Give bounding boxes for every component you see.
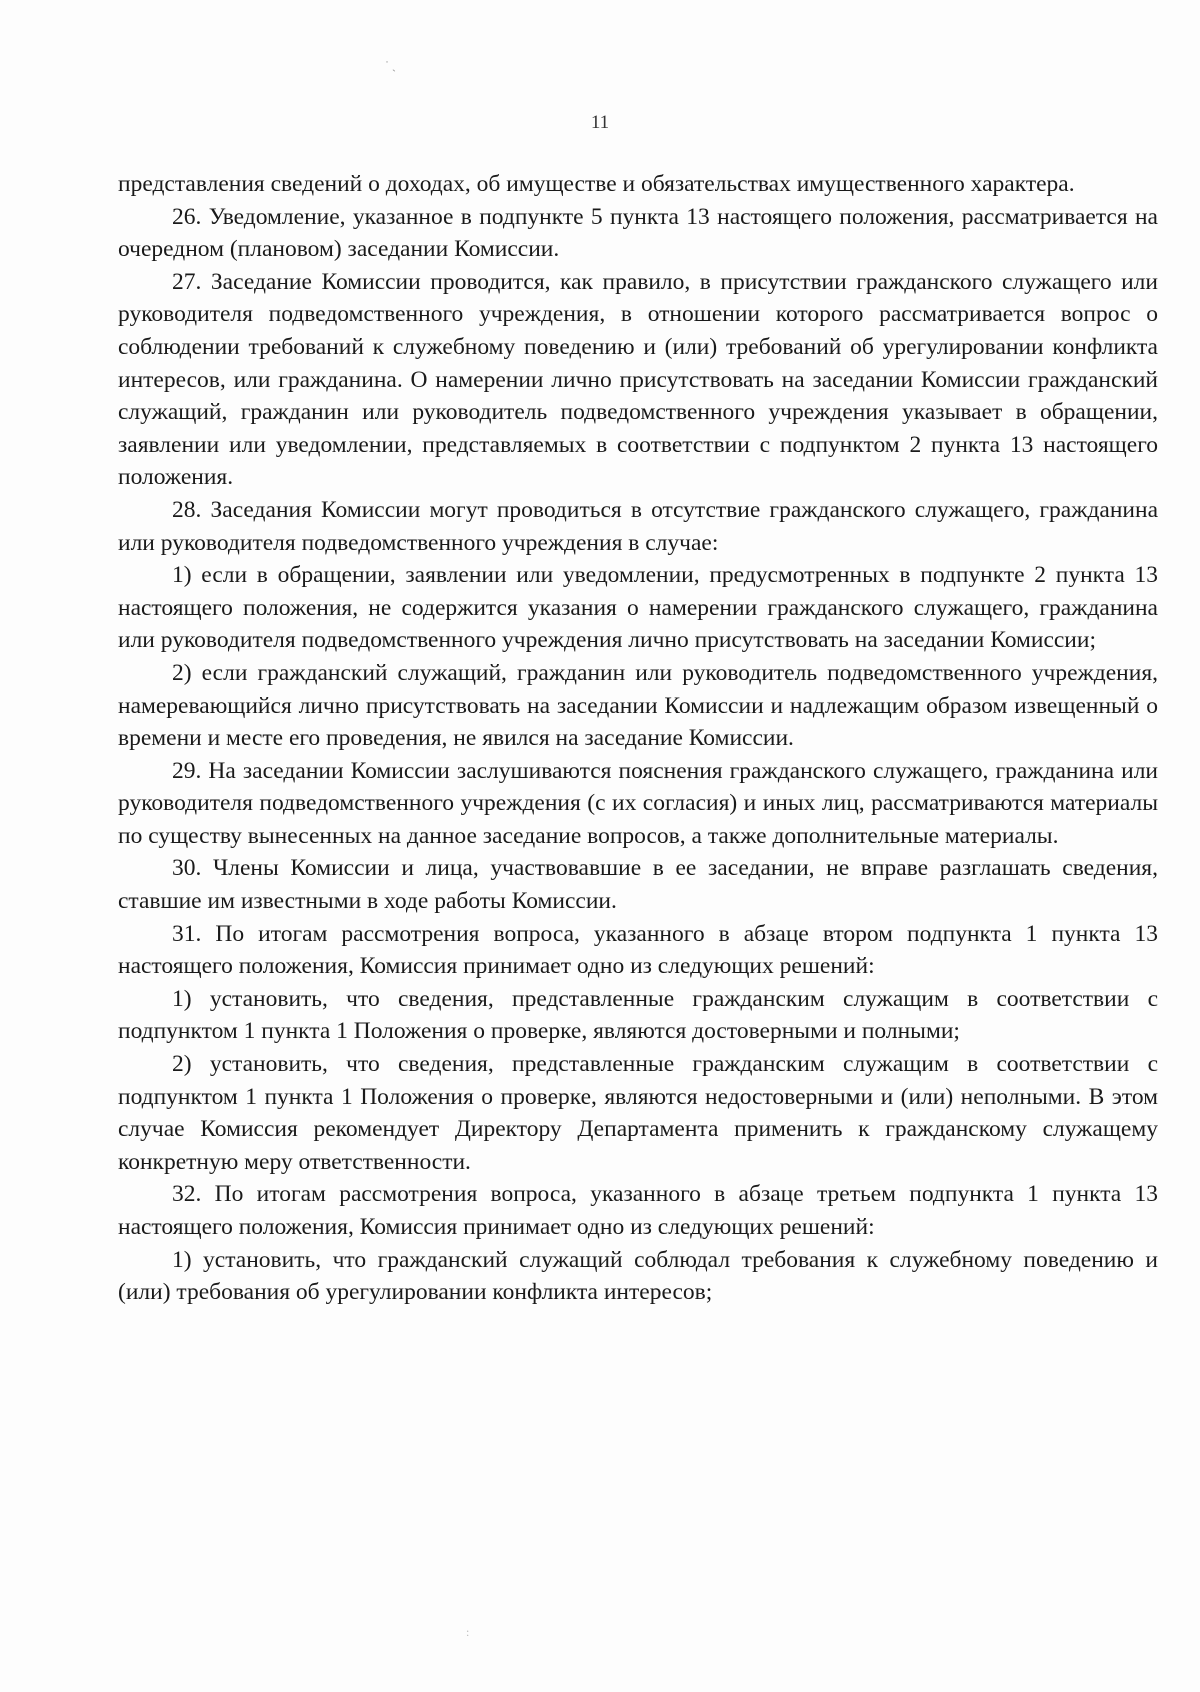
paragraph-28-item-2: 2) если гражданский служащий, гражданин или руководитель подведомственного учреждения, намеревающийся лично присутствовать на заседании Комиссии и надлежащим образом извещенный о времени и месте его проведения, не явился на заседание Комиссии.	[118, 659, 1158, 752]
paragraph-26: 26. Уведомление, указанное в подпункте 5 пункта 13 настоящего положения, рассматривается на очередном (плановом) заседании Комиссии.	[118, 203, 1158, 263]
paragraph-32-item-1: 1) установить, что гражданский служащий соблюдал требования к служебному поведению и (или) требования об урегулировании конфликта интересов;	[118, 1246, 1158, 1306]
paragraph-29: 29. На заседании Комиссии заслушиваются пояснения гражданского служащего, гражданина или руководителя подведомственного учреждения (с их согласия) и иных лиц, рассматриваются материалы по существу вынесенных на данное заседание вопросов, а также дополнительные материалы.	[118, 757, 1158, 849]
paragraph-31: 31. По итогам рассмотрения вопроса, указанного в абзаце втором подпункта 1 пункта 13 настоящего положения, Комиссия принимает одно из следующих решений:	[118, 920, 1158, 980]
paragraph-31-item-2: 2) установить, что сведения, представленные гражданским служащим в соответствии с подпунктом 1 пункта 1 Положения о проверке, являются недостоверными и (или) неполными. В этом случае Комиссия рекомендует Директору Департамента применить к гражданскому служащему конкретную меру ответственности.	[118, 1051, 1158, 1175]
paragraph-30: 30. Члены Комиссии и лица, участвовавшие в ее заседании, не вправе разглашать сведения, ставшие им известными в ходе работы Комиссии.	[118, 855, 1158, 915]
paragraph-28: 28. Заседания Комиссии могут проводиться в отсутствие гражданского служащего, гражданина или руководителя подведомственного учреждения в случае:	[118, 496, 1158, 556]
document-body	[118, 168, 1158, 1309]
paragraph-28-item-1: 1) если в обращении, заявлении или уведомлении, предусмотренных в подпункте 2 пункта 13 настоящего положения, не содержится указания о намерении гражданского служащего, гражданина или руководителя подведомственного учреждения лично присутствовать на заседании Комиссии;	[118, 562, 1158, 654]
paragraph-31-item-1: 1) установить, что сведения, представленные гражданским служащим в соответствии с подпунктом 1 пункта 1 Положения о проверке, являются достоверными и полными;	[118, 985, 1158, 1045]
scan-artifact-mark: :	[466, 1625, 470, 1639]
paragraph-27: 27. Заседание Комиссии проводится, как правило, в присутствии гражданского служащего или руководителя подведомственного учреждения, в отношении которого рассматривается вопрос о соблюдении требований к служебному поведению и (или) требований об урегулировании конфликта интересов, или гражданина. О намерении лично присутствовать на заседании Комиссии гражданский служащий, гражданин или руководитель подведомственного учреждения указывает в обращении, заявлении или уведомлении, представляемых в соответствии с подпунктом 2 пункта 13 настоящего положения.	[118, 268, 1158, 491]
page-number: 11	[590, 112, 610, 133]
scan-artifact-mark: ˙ ˏ	[385, 58, 396, 72]
paragraph-32: 32. По итогам рассмотрения вопроса, указанного в абзаце третьем подпункта 1 пункта 13 настоящего положения, Комиссия принимает одно из следующих решений:	[118, 1181, 1158, 1240]
paragraph-continuation: представления сведений о доходах, об имуществе и обязательствах имущественного характера.	[118, 171, 1075, 197]
